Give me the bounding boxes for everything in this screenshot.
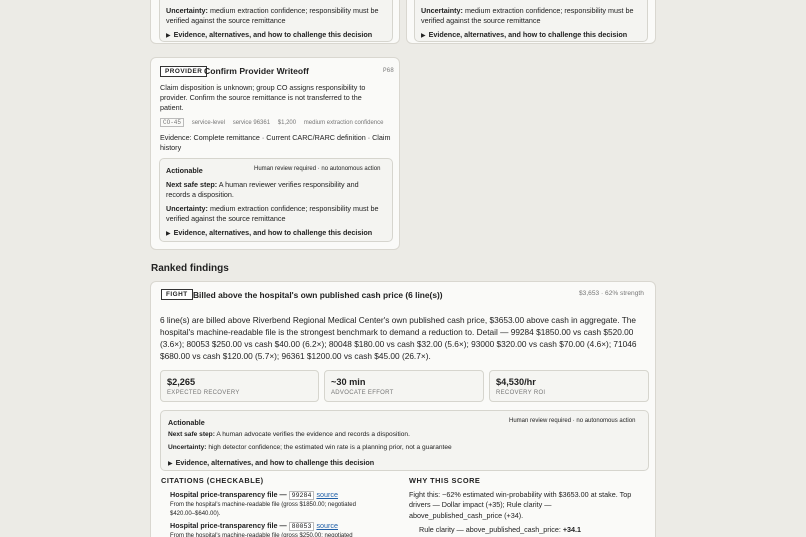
next-step-label: Next safe step: <box>166 180 218 189</box>
page-ref: P68 <box>383 67 394 74</box>
uncertainty-label: Uncertainty: <box>421 6 463 15</box>
next-step-text-line2: records a disposition. <box>166 190 234 199</box>
meta-service: service 96361 <box>232 120 271 126</box>
card-description-line2: provider. Confirm the source remittance is not transferred to the <box>160 93 362 102</box>
caret-right-icon: ▶ <box>166 33 171 39</box>
finding-body-line4: $680.00 vs cash $120.00 (5.7×); 96361 $1200.00 vs cash $45.00 (26.7×). <box>160 351 431 361</box>
metric-value: $2,265 <box>167 377 196 387</box>
metric-value: $4,530/hr <box>496 377 536 387</box>
evidence-toggle[interactable]: ▶ Evidence, alternatives, and how to challenge this decision <box>166 30 373 39</box>
citations-heading: CITATIONS (CHECKABLE) <box>161 476 264 485</box>
uncertainty-text: medium extraction confidence; responsibility must be <box>464 6 634 15</box>
why-score-line1: Fight this: ~62% estimated win-probability with $3653.00 at stake. Top <box>409 490 632 499</box>
citation-title: Hospital price-transparency file — <box>170 521 287 530</box>
metric-expected-recovery <box>160 370 319 402</box>
evidence-toggle[interactable]: ▶ Evidence, alternatives, and how to challenge this decision <box>166 228 373 237</box>
review-note: Human review required · no autonomous action <box>254 166 381 172</box>
uncertainty-label: Uncertainty: <box>166 204 208 213</box>
provider-actionable-panel <box>159 158 393 242</box>
evidence-line1: Evidence: Complete remittance · Current CARC/RARC definition · Claim <box>160 133 391 142</box>
card-description-line1: Claim disposition is unknown; group CO assigns responsibility to <box>160 83 366 92</box>
metric-recovery-roi <box>489 370 649 402</box>
card-title: Confirm Provider Writeoff <box>204 66 309 76</box>
next-step-text: A human advocate verifies the evidence and records a disposition. <box>216 431 410 438</box>
uncertainty-label: Uncertainty: <box>166 6 208 15</box>
why-score-line2: drivers — Dollar impact (+35); Rule clarity — <box>409 500 552 509</box>
finding-title: Billed above the hospital's own published cash price (6 line(s)) <box>193 290 443 300</box>
uncertainty-text-line2: verified against the source remittance <box>166 214 286 223</box>
caret-right-icon: ▶ <box>168 461 173 467</box>
metric-label: RECOVERY ROI <box>496 390 546 396</box>
finding-actionable-panel <box>160 410 649 471</box>
meta-level: service-level <box>191 120 226 126</box>
uncertainty-text-line2: verified against the source remittance <box>166 16 286 25</box>
metric-value: ~30 min <box>331 377 366 387</box>
citation-detail-line2: $420.00–$640.00). <box>170 511 221 517</box>
citation-detail-line1: From the hospital's machine-readable file (gross $250.00; negotiated <box>170 533 353 537</box>
uncertainty-text: medium extraction confidence; responsibility must be <box>209 6 379 15</box>
actionable-label: Actionable <box>166 166 203 175</box>
evidence-toggle[interactable]: ▶ Evidence, alternatives, and how to challenge this decision <box>421 30 628 39</box>
caret-right-icon: ▶ <box>421 33 426 39</box>
uncertainty-label: Uncertainty: <box>168 444 207 451</box>
finding-card <box>150 281 656 537</box>
meta-code: CO-45 <box>160 118 184 127</box>
cpt-code-chip: 99284 <box>289 491 315 500</box>
why-score-line3: above_published_cash_price (+34). <box>409 511 524 520</box>
ranked-findings-heading: Ranked findings <box>151 263 229 274</box>
finding-body-line1: 6 line(s) are billed above Riverbend Regional Medical Center's own published cash price, $3653.00 above cash in aggregate. The <box>160 315 637 325</box>
cpt-code-chip: 80053 <box>289 522 315 531</box>
top-left-actionable-panel <box>159 0 393 42</box>
meta-row <box>160 119 383 126</box>
citation-source-link[interactable]: source <box>316 521 339 530</box>
citation-title: Hospital price-transparency file — <box>170 490 287 499</box>
card-description-line3: patient. <box>160 103 184 112</box>
top-right-actionable-panel <box>414 0 648 42</box>
next-step-text: A human reviewer verifies responsibility and <box>218 180 359 189</box>
uncertainty-text: high detector confidence; the estimated win rate is a planning prior, not a guarantee <box>208 444 452 451</box>
citation-detail-line1: From the hospital's machine-readable file (gross $1850.00; negotiated <box>170 502 356 508</box>
metric-advocate-effort <box>324 370 484 402</box>
rule-clarity-value: +34.1 <box>562 525 582 534</box>
finding-body-line3: (3.6×); 80053 $250.00 vs cash $40.00 (6.2×); 80048 $180.00 vs cash $32.00 (5.6×); 93000 $320.00 vs cash $70.00 (4.6×); 71046 <box>160 339 637 349</box>
finding-amount-strength: $3,653 · 62% strength <box>579 290 644 297</box>
rule-clarity-label: Rule clarity — above_published_cash_price: <box>419 525 561 534</box>
citation-item <box>170 521 338 530</box>
citation-item <box>170 490 338 499</box>
caret-right-icon: ▶ <box>166 231 171 237</box>
metric-label: EXPECTED RECOVERY <box>167 390 240 396</box>
finding-body-line2: hospital's machine-readable file is the strongest benchmark to demand a reduction to. Detail — 99284 $1850.00 vs cash $520.00 <box>160 327 634 337</box>
fight-badge: FIGHT <box>161 289 193 300</box>
why-score-heading: WHY THIS SCORE <box>409 476 481 485</box>
meta-amount: $1,200 <box>277 120 297 126</box>
meta-confidence: medium extraction confidence <box>303 120 384 126</box>
uncertainty-text: medium extraction confidence; responsibility must be <box>209 204 379 213</box>
rule-clarity-row <box>419 525 581 534</box>
evidence-line2: history <box>160 143 182 152</box>
next-step-label: Next safe step: <box>168 431 215 438</box>
actionable-label: Actionable <box>168 418 205 427</box>
metric-label: ADVOCATE EFFORT <box>331 390 394 396</box>
review-note: Human review required · no autonomous action <box>509 418 636 424</box>
provider-badge: PROVIDER <box>160 66 207 77</box>
uncertainty-text-line2: verified against the source remittance <box>421 16 541 25</box>
citation-source-link[interactable]: source <box>316 490 339 499</box>
evidence-toggle[interactable]: ▶ Evidence, alternatives, and how to challenge this decision <box>168 458 375 467</box>
